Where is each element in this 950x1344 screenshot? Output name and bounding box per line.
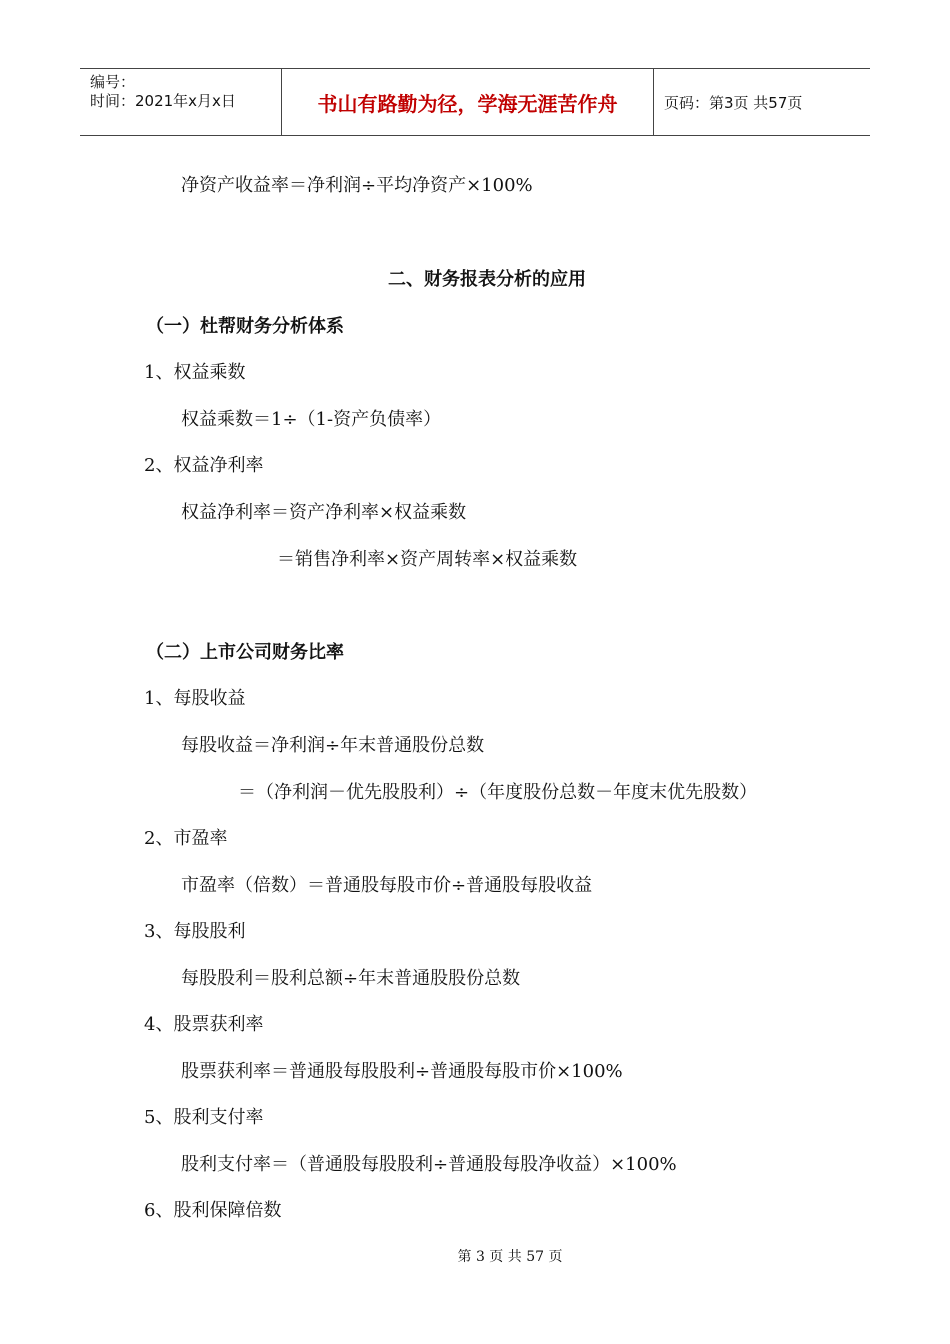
header-page-number: 页码：第3页 共57页	[664, 93, 803, 112]
item-heading-dividend-coverage: 6、股利保障倍数	[144, 1200, 282, 1221]
item-heading-dividend-yield: 4、股票获利率	[144, 1014, 264, 1035]
formula-dividend-yield: 股票获利率＝普通股每股股利÷普通股每股市价×100%	[181, 1061, 623, 1082]
formula-eps: 每股收益＝净利润÷年末普通股份总数	[181, 735, 485, 756]
formula-return-on-equity: 权益净利率＝资产净利率×权益乘数	[181, 502, 467, 523]
subsection-heading-listed-company: （二）上市公司财务比率	[146, 642, 344, 663]
document-time-label: 时间：2021年x月x日	[90, 92, 236, 110]
item-heading-payout-ratio: 5、股利支付率	[144, 1107, 264, 1128]
item-heading-eps: 1、每股收益	[144, 688, 246, 709]
item-heading-equity-multiplier: 1、权益乘数	[144, 362, 246, 383]
page-header	[80, 68, 870, 136]
item-heading-pe-ratio: 2、市盈率	[144, 828, 228, 849]
item-heading-return-on-equity: 2、权益净利率	[144, 455, 264, 476]
document-number-label: 编号：	[90, 73, 136, 91]
subsection-heading-dupont: （一）杜帮财务分析体系	[146, 316, 344, 337]
formula-equity-multiplier: 权益乘数＝1÷（1-资产负债率）	[181, 409, 442, 430]
header-meta	[80, 69, 282, 135]
formula-eps-expanded: ＝（净利润－优先股股利）÷（年度股份总数－年度末优先股数）	[238, 782, 758, 803]
formula-return-on-equity-expanded: ＝销售净利率×资产周转率×权益乘数	[277, 549, 578, 570]
formula-roe: 净资产收益率＝净利润÷平均净资产×100%	[181, 175, 533, 196]
formula-pe-ratio: 市盈率（倍数）＝普通股每股市价÷普通股每股收益	[181, 875, 593, 896]
header-motto: 书山有路勤为径，学海无涯苦作舟	[282, 69, 654, 135]
page-footer: 第 3 页 共 57 页	[457, 1249, 563, 1265]
formula-dividend-per-share: 每股股利＝股利总额÷年末普通股股份总数	[181, 968, 521, 989]
formula-payout-ratio: 股利支付率＝（普通股每股股利÷普通股每股净收益）×100%	[181, 1154, 677, 1175]
section-heading: 二、财务报表分析的应用	[388, 269, 586, 290]
item-heading-dividend-per-share: 3、每股股利	[144, 921, 246, 942]
